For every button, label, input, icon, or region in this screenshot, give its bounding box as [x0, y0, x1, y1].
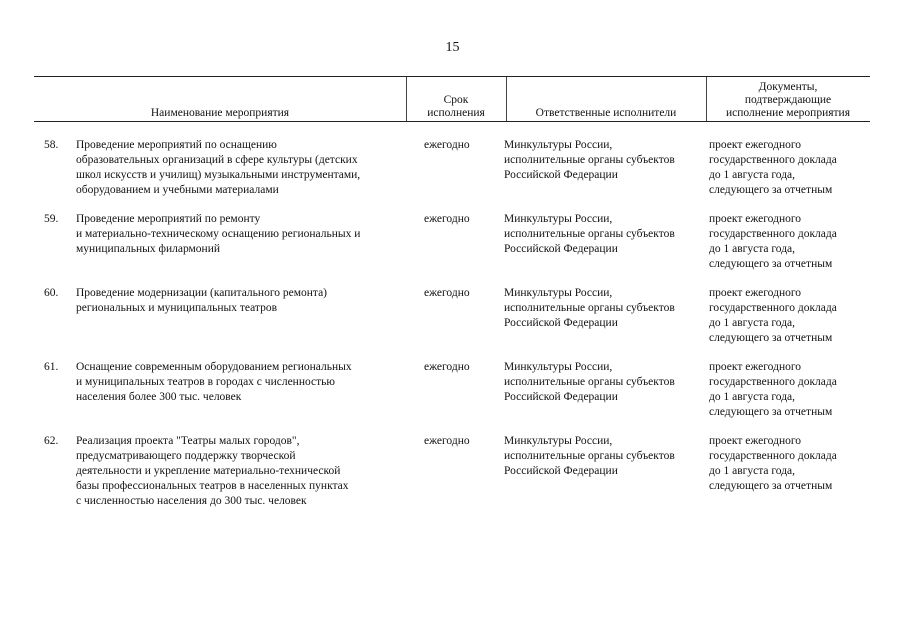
- measure-term: ежегодно: [424, 435, 470, 447]
- measure-name: Проведение модернизации (капитального ремонта) региональных и муниципальных театров: [76, 287, 328, 314]
- measure-name: Реализация проекта "Театры малых городов", предусматривающего поддержку творческой деятельности и укрепление материально-технической базы профессиональных театров в населенных пунктах с численностью населения до 300 тыс. человек: [76, 435, 349, 507]
- measure-responsible: Минкультуры России, исполнительные органы субъектов Российской Федерации: [504, 435, 675, 477]
- measure-documents: проект ежегодного государственного доклада до 1 августа года, следующего за отчетным: [709, 213, 837, 270]
- measure-term: ежегодно: [424, 361, 470, 373]
- measure-documents: проект ежегодного государственного доклада до 1 августа года, следующего за отчетным: [709, 287, 837, 344]
- header-term: Срок исполнения: [427, 94, 485, 119]
- measure-name: Оснащение современным оборудованием региональных и муниципальных театров в городах с численностью населения более 300 тыс. человек: [76, 361, 352, 403]
- row-number: 61.: [44, 361, 59, 373]
- measure-documents: проект ежегодного государственного доклада до 1 августа года, следующего за отчетным: [709, 139, 837, 196]
- measure-name: Проведение мероприятий по оснащению образовательных организаций в сфере культуры (детских школ искусств и училищ) музыкальными инструментами, оборудованием и учебными материалами: [76, 139, 361, 196]
- row-number: 58.: [44, 139, 59, 151]
- header-documents: Документы, подтверждающие исполнение мероприятия: [726, 81, 850, 119]
- row-number: 60.: [44, 287, 59, 299]
- measure-responsible: Минкультуры России, исполнительные органы субъектов Российской Федерации: [504, 287, 675, 329]
- measure-documents: проект ежегодного государственного доклада до 1 августа года, следующего за отчетным: [709, 435, 837, 492]
- measure-term: ежегодно: [424, 213, 470, 225]
- measure-term: ежегодно: [424, 139, 470, 151]
- page-number: 15: [445, 40, 460, 55]
- row-number: 62.: [44, 435, 59, 447]
- table-row: [34, 360, 870, 434]
- table-row: [34, 212, 870, 286]
- measure-responsible: Минкультуры России, исполнительные органы субъектов Российской Федерации: [504, 361, 675, 403]
- measures-table: [34, 76, 870, 514]
- table-row: [34, 138, 870, 212]
- table-row: [34, 286, 870, 360]
- table-row: [34, 434, 870, 514]
- measure-name: Проведение мероприятий по ремонту и материально-техническому оснащению региональных и муниципальных филармоний: [76, 213, 361, 255]
- measure-documents: проект ежегодного государственного доклада до 1 августа года, следующего за отчетным: [709, 361, 837, 418]
- header-responsible: Ответственные исполнители: [535, 107, 677, 119]
- header-name: Наименование мероприятия: [150, 107, 290, 119]
- table-header: [34, 76, 870, 122]
- measure-responsible: Минкультуры России, исполнительные органы субъектов Российской Федерации: [504, 213, 675, 255]
- measure-responsible: Минкультуры России, исполнительные органы субъектов Российской Федерации: [504, 139, 675, 181]
- measure-term: ежегодно: [424, 287, 470, 299]
- row-number: 59.: [44, 213, 59, 225]
